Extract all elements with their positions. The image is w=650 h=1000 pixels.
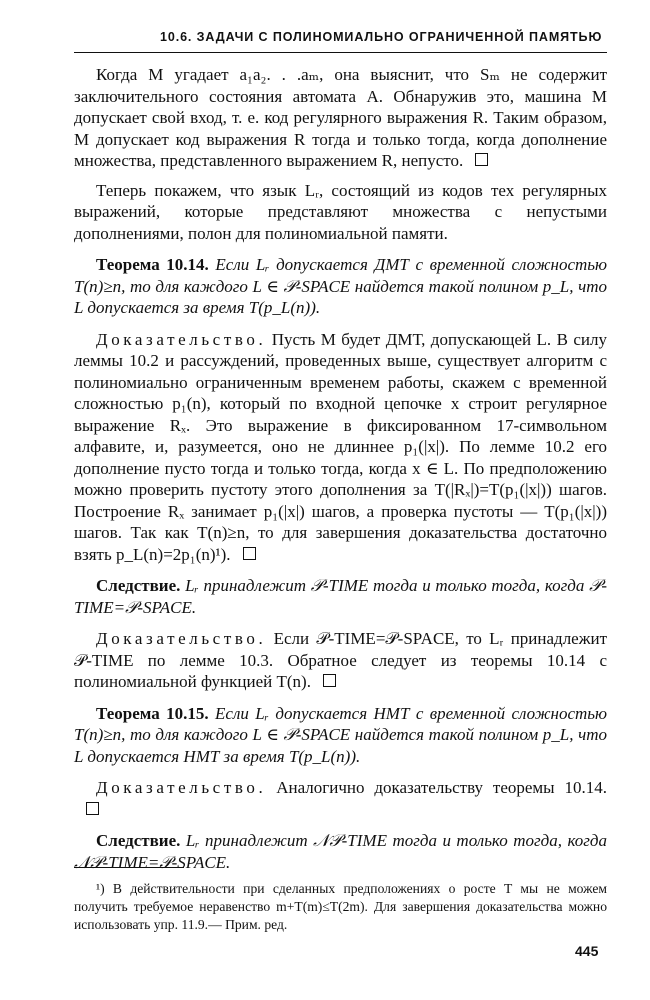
- paragraph: Теперь покажем, что язык Lᵣ, состоящий из кодов тех регулярных выражений, которые представляют множества с непустыми дополнениями, полон для полиномиальной памяти.: [74, 180, 607, 243]
- paragraph: [74, 64, 607, 172]
- theorem-text: Если Lᵣ допускается НМТ с временной сложностью T(n)≥n, то для каждого L ∈ 𝒫-SPACE найдется такой полином p_L, что L допускается НМТ за время T(p_L(n)).: [74, 703, 608, 766]
- header-rule: [74, 52, 607, 53]
- corollary-label: Следствие.: [96, 576, 181, 595]
- end-of-proof-icon: [86, 802, 99, 815]
- paragraph-text: Когда M угадает a₁a₂. . .aₘ, она выяснит, что Sₘ не содержит заключительного состояния автомата A. Обнаружив это, машина M допускает свой вход, т. е. код регулярного выражения R. Таким образом, M допускает код выражения R тогда и только тогда, когда дополнение множества, представленного выражением R, непусто.: [74, 65, 607, 170]
- proof-label: Доказательство.: [96, 778, 267, 797]
- end-of-proof-icon: [243, 547, 256, 560]
- proof: [74, 329, 607, 566]
- proof-text: Аналогично доказательству теоремы 10.14.: [276, 778, 607, 797]
- page-number: 445: [575, 943, 599, 959]
- theorem-10-15: [74, 703, 607, 768]
- theorem-text: Если Lᵣ допускается ДМТ с временной сложностью T(n)≥n, то для каждого L ∈ 𝒫-SPACE найдется такой полином p_L, что L допускается за время T(p_L(n)).: [74, 255, 607, 317]
- corollary-text: Lᵣ принадлежит 𝒫-TIME тогда и только тогда, когда 𝒫-TIME=𝒫-SPACE.: [74, 576, 608, 617]
- proof-text: Пусть M будет ДМТ, допускающей L. В силу леммы 10.2 и рассуждений, проведенных выше, существует алгоритм с полиномиально ограниченным временем работы, скажем с временной сложностью p₁(n), который по входной цепочке x строит регулярное выражение Rₓ. Это выражение в фиксированном 17-символьном алфавите, и, разумеется, оно не длиннее p₁(|x|). По лемме 10.2 его дополнение пусто тогда и только тогда, когда x ∈ L. По предположению можно проверить пустоту этого дополнения за T(|Rₓ|)=T(p₁(|x|)) шагов. Построение Rₓ занимает p₁(|x|) шагов, а проверка пустоты — T(p₁(|x|)) шагов. Так как T(n)≥n, то для завершения доказательства достаточно взять p_L(n)=2p₁(n)¹).: [74, 329, 607, 564]
- theorem-10-14: [74, 254, 607, 319]
- footnote-rule: [74, 867, 184, 868]
- proof: [74, 777, 607, 820]
- proof-label: Доказательство.: [96, 329, 267, 349]
- end-of-proof-icon: [475, 153, 488, 166]
- corollary-label: Следствие.: [96, 831, 181, 850]
- proof-label: Доказательство.: [96, 629, 267, 648]
- proof-text: Если 𝒫-TIME=𝒫-SPACE, то Lᵣ принадлежит 𝒫-TIME по лемме 10.3. Обратное следует из теоремы 10.14 с полиномиальной функцией T(n).: [74, 629, 607, 691]
- main-text: [74, 64, 607, 873]
- running-head: 10.6. ЗАДАЧИ С ПОЛИНОМИАЛЬНО ОГРАНИЧЕННОЙ ПАМЯТЬЮ: [160, 30, 603, 44]
- corollary: [74, 575, 607, 618]
- end-of-proof-icon: [323, 674, 336, 687]
- theorem-label: Теорема 10.15.: [96, 703, 209, 723]
- proof: [74, 628, 607, 693]
- footnote: ¹) В действительности при сделанных предположениях о росте T мы не можем получить требуемое неравенство m+T(m)≤T(2m). Для завершения доказательства можно использовать упр. 11.9.— Прим. ред.: [74, 881, 607, 932]
- corollary-text: Lᵣ принадлежит 𝒩𝒫-TIME тогда и только тогда, когда 𝒩𝒫-TIME=𝒫-SPACE.: [74, 831, 608, 872]
- theorem-label: Теорема 10.14.: [96, 255, 209, 274]
